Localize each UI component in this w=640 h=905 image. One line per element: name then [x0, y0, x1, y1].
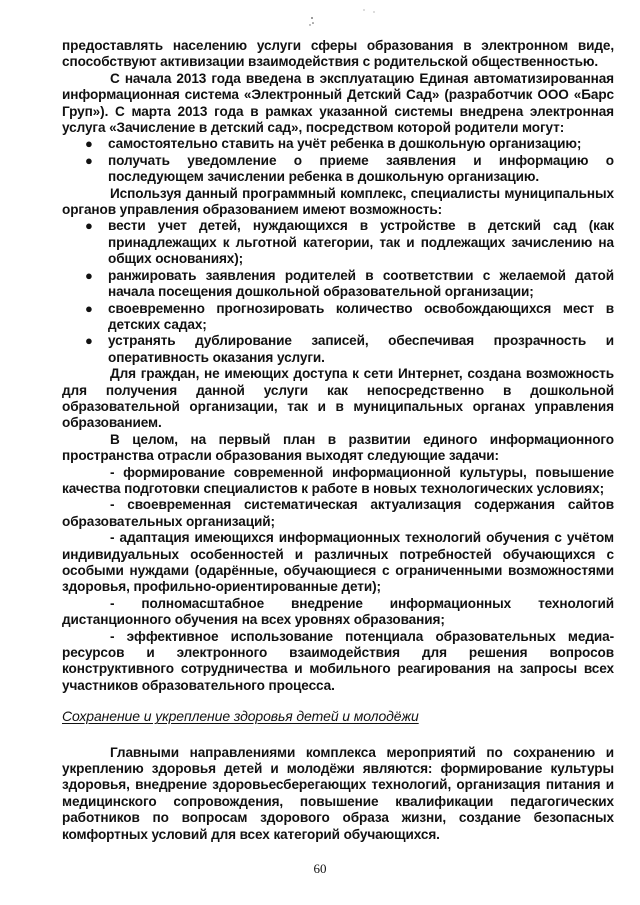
section-title: Сохранение и укрепление здоровья детей и молодёжи	[62, 708, 419, 725]
bullet-dot-icon: ●	[85, 300, 93, 316]
task-item: - адаптация имеющихся информационных технологий обучения с учётом индивидуальных особенностей и различных потребностей обучающихся с особыми нуждами (одарённые, обучающиеся с ограниченными возможностями здоровья, профильно-ориентированные дети);	[62, 530, 614, 595]
bullet-dot-icon: ●	[85, 218, 93, 234]
paragraph: Используя данный программный комплекс, специалисты муниципальных органов управления образованием имеют возможность:	[62, 185, 614, 218]
paragraph: Главными направлениями комплекса мероприятий по сохранению и укреплению здоровья детей и молодёжи являются: формирование культуры здоровья, внедрение здоровьесберегающих технологий, организация питания и медицинского сопровождения, повышение квалификации педагогических работников по вопросам здорового образа жизни, создание безопасных комфортных условий для всех категорий обучающихся.	[62, 744, 614, 842]
bullet-dot-icon: ●	[85, 152, 93, 168]
paragraph: С начала 2013 года введена в эксплуатацию Единая автоматизированная информационная система «Электронный Детский Сад» (разработчик ООО «Барс Груп»). С марта 2013 года в рамках указанной системы внедрена электронная услуга «Зачисление в детский сад», посредством которой родители могут:	[62, 70, 614, 136]
paragraph: предоставлять населению услуги сферы образования в электронном виде, способствуют активизации взаимодействия с родительской общественностью.	[62, 38, 614, 70]
task-item: - своевременная систематическая актуализация содержания сайтов образовательных организаций;	[62, 497, 614, 529]
task-item: - полномасштабное внедрение информационных технологий дистанционного обучения на всех уровнях образования;	[62, 595, 614, 628]
document-page	[62, 38, 614, 843]
scan-specks	[300, 4, 390, 28]
bullet-list-specialists	[62, 218, 614, 366]
bullet-dot-icon: ●	[85, 333, 93, 349]
list-item: ● своевременно прогнозировать количество освобождающихся мест в детских садах;	[85, 300, 614, 332]
list-item: ● самостоятельно ставить на учёт ребенка в дошкольную организацию;	[85, 136, 582, 152]
bullet-dot-icon: ●	[85, 136, 93, 152]
page-number: 60	[313, 861, 327, 876]
paragraph: Для граждан, не имеющих доступа к сети Интернет, создана возможность для получения данной услуги как непосредственно в дошкольной образовательной организации, так и в муниципальных органах управления образованием.	[62, 366, 614, 431]
list-item: ● устранять дублирование записей, обеспечивая прозрачность и оперативность оказания услуги.	[85, 333, 614, 365]
list-item: ● ранжировать заявления родителей в соответствии с желаемой датой начала посещения дошкольной образовательной организации;	[85, 267, 614, 300]
paragraph: В целом, на первый план в развитии единого информационного пространства отрасли образования выходят следующие задачи:	[62, 431, 614, 464]
task-item: - формирование современной информационной культуры, повышение качества подготовки специалистов к работе в новых технологических условиях;	[62, 464, 614, 496]
task-item: - эффективное использование потенциала образовательных медиа-ресурсов и электронного взаимодействия для решения вопросов конструктивного сотрудничества и мобильного реагирования на запросы всех участников образовательного процесса.	[62, 628, 614, 693]
list-item: ● вести учет детей, нуждающихся в устройстве в детский сад (как принадлежащих к льготной категории, так и подлежащих зачислению на общих основаниях);	[85, 218, 614, 267]
list-item: ● получать уведомление о приеме заявления и информацию о последующем зачислении ребенка в дошкольную организацию.	[85, 152, 614, 185]
bullet-dot-icon: ●	[85, 267, 93, 283]
bullet-list-parents	[62, 136, 614, 185]
